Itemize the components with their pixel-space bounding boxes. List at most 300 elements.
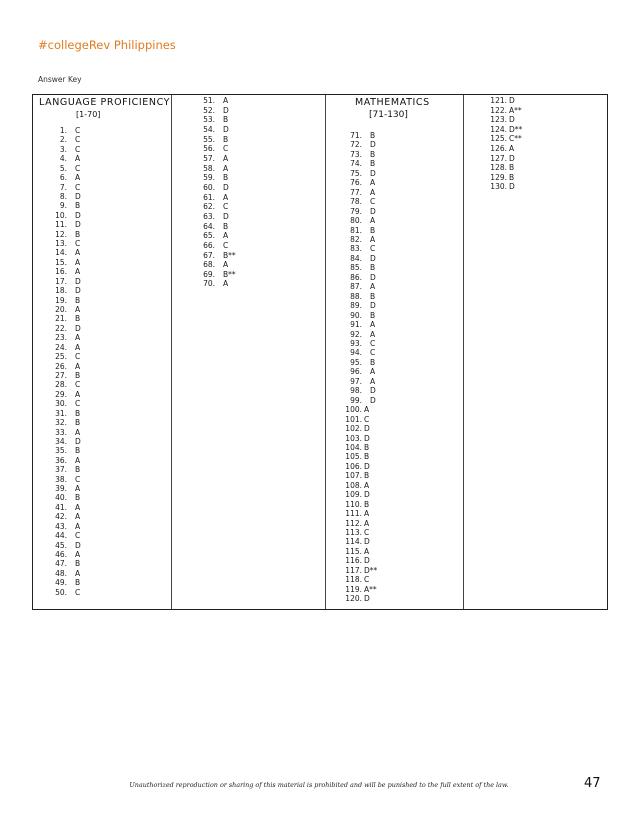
item-number: 28. [55,380,67,390]
item-answer: D [223,105,229,115]
item-answer: B [75,201,81,211]
item-answer: C** [509,134,522,144]
answer-item [342,188,377,197]
item-number: 97. [350,376,362,386]
item-answer: D [75,191,81,201]
item-number: 127. [490,153,507,163]
item-answer: B [75,578,81,588]
item-number: 80. [350,216,362,226]
item-number: 83. [350,244,362,254]
answer-item [199,270,236,280]
answer-item [342,254,377,263]
answer-item [342,131,377,140]
item-answer: A [75,512,81,522]
item-answer: A** [364,584,377,594]
answer-item [53,362,81,371]
item-number: 45. [55,540,67,550]
item-answer: A [364,509,370,519]
answer-item [342,330,377,339]
item-answer: D** [509,124,523,134]
answer-key-table [32,94,608,610]
item-number: 89. [350,301,362,311]
answer-item [342,197,377,206]
item-number: 65. [203,231,215,241]
page-number: 47 [584,776,601,791]
item-number: 85. [350,263,362,273]
answer-item [342,226,377,235]
item-number: 61. [203,192,215,202]
answer-item [53,201,81,210]
item-number: 42. [55,512,67,522]
item-number: 120. [345,594,362,604]
item-number: 78. [350,197,362,207]
item-number: 9. [59,201,67,211]
answer-item [53,277,81,286]
language-section-range: [1-70] [76,110,101,119]
item-number: 66. [203,240,215,250]
answer-item [342,367,377,376]
answer-item [53,305,81,314]
item-answer: D [364,556,370,566]
answer-item [342,547,377,556]
item-answer: B [364,499,370,509]
item-number: 91. [350,320,362,330]
answer-item [53,248,81,257]
item-number: 5. [59,163,67,173]
answer-column-3 [342,131,377,604]
item-number: 70. [203,279,215,289]
item-number: 1. [59,126,67,135]
item-answer: B [370,357,376,367]
item-answer: D [75,220,81,230]
item-answer: D [509,182,515,192]
item-answer: A [364,518,370,528]
item-answer: B [75,295,81,305]
answer-column-4 [487,96,522,192]
answer-item [199,212,236,222]
answer-item [342,509,377,518]
answer-item [342,320,377,329]
item-answer: B [223,134,229,144]
item-number: 113. [345,528,362,538]
item-answer: B [509,163,515,173]
item-answer: A [75,342,81,352]
column-divider [171,95,172,609]
item-answer: A [223,260,229,270]
item-number: 69. [203,269,215,279]
answer-item [53,409,81,418]
answer-item [199,260,236,270]
answer-item [487,173,522,183]
item-number: 7. [59,182,67,192]
item-number: 108. [345,480,362,490]
item-number: 122. [490,105,507,115]
item-answer: A [370,329,376,339]
item-answer: B [75,314,81,324]
answer-item [53,569,81,578]
item-number: 100. [345,405,362,415]
item-number: 115. [345,546,362,556]
item-number: 32. [55,418,67,428]
answer-item [53,154,81,163]
answer-item [53,465,81,474]
item-answer: D [364,461,370,471]
item-number: 118. [345,575,362,585]
item-number: 109. [345,490,362,500]
item-number: 55. [203,134,215,144]
answer-item [342,434,377,443]
item-answer: A [364,480,370,490]
item-number: 20. [55,305,67,315]
answer-item [53,522,81,531]
item-number: 44. [55,531,67,541]
item-answer: A [509,143,515,153]
item-number: 59. [203,173,215,183]
item-number: 34. [55,436,67,446]
answer-item [53,145,81,154]
answer-item [342,471,377,480]
answer-item [342,452,377,461]
item-answer: C [75,531,81,541]
item-answer: D [75,210,81,220]
answer-item [53,503,81,512]
item-number: 63. [203,211,215,221]
language-section-title: LANGUAGE PROFICIENCY [39,97,171,108]
item-answer: B [364,471,370,481]
answer-item [342,386,377,395]
item-number: 36. [55,455,67,465]
item-answer: A [370,234,376,244]
item-answer: A [370,376,376,386]
item-answer: B [223,173,229,183]
item-number: 49. [55,578,67,588]
item-answer: D [364,433,370,443]
item-answer: C [223,202,229,212]
item-number: 88. [350,291,362,301]
item-number: 71. [350,131,362,140]
answer-item [342,462,377,471]
answer-item [53,446,81,455]
answer-item [487,154,522,164]
item-number: 76. [350,178,362,188]
answer-item [53,314,81,323]
answer-item [53,493,81,502]
answer-item [53,324,81,333]
item-answer: D [370,140,376,150]
item-answer: D [364,537,370,547]
item-number: 10. [55,210,67,220]
answer-item [487,144,522,154]
item-number: 87. [350,282,362,292]
answer-item [342,207,377,216]
answer-item [53,428,81,437]
answer-item [199,183,236,193]
answer-item [487,182,522,192]
answer-item [199,173,236,183]
item-number: 72. [350,140,362,150]
answer-item [199,96,236,106]
answer-item [487,106,522,116]
item-answer: A [370,216,376,226]
answer-item [342,140,377,149]
answer-item [53,296,81,305]
item-number: 126. [490,143,507,153]
answer-item [53,531,81,540]
item-answer: B [75,418,81,428]
answer-item [342,311,377,320]
answer-item [487,125,522,135]
item-answer: B [509,172,515,182]
answer-item [53,380,81,389]
item-answer: D [370,301,376,311]
item-answer: B [370,159,376,169]
item-answer: D [75,436,81,446]
answer-item [53,192,81,201]
item-number: 24. [55,342,67,352]
item-number: 8. [59,191,67,201]
item-number: 68. [203,260,215,270]
answer-item [53,220,81,229]
answer-item [53,475,81,484]
answer-item [199,279,236,289]
item-number: 119. [345,584,362,594]
item-answer: C [75,352,81,362]
item-answer: D [75,286,81,296]
answer-item [342,339,377,348]
item-number: 54. [203,124,215,134]
answer-item [199,164,236,174]
answer-item [342,159,377,168]
item-number: 96. [350,367,362,377]
item-answer: A [75,389,81,399]
item-answer: D [364,594,370,604]
answer-column-2 [199,96,236,289]
item-answer: A [364,405,370,415]
answer-item [53,456,81,465]
item-number: 27. [55,370,67,380]
item-answer: C [364,528,370,538]
item-answer: A [75,455,81,465]
answer-item [53,371,81,380]
item-answer: C [75,144,81,154]
item-answer: A [370,320,376,330]
answer-item [342,537,377,546]
answer-item [342,377,377,386]
item-answer: A [223,279,229,289]
item-number: 124. [490,124,507,134]
item-number: 110. [345,499,362,509]
item-answer: B [364,452,370,462]
item-number: 31. [55,408,67,418]
item-number: 43. [55,521,67,531]
item-number: 128. [490,163,507,173]
item-number: 93. [350,338,362,348]
answer-item [199,222,236,232]
answer-item [487,163,522,173]
item-answer: C [75,399,81,409]
item-number: 57. [203,153,215,163]
item-answer: D [370,253,376,263]
item-answer: C [75,380,81,390]
item-number: 81. [350,225,362,235]
answer-item [342,235,377,244]
answer-item [342,169,377,178]
item-answer: A [75,549,81,559]
answer-item [199,106,236,116]
item-answer: A [223,96,229,105]
item-answer: C [223,240,229,250]
answer-item [342,216,377,225]
item-answer: C [364,575,370,585]
item-answer: A [223,192,229,202]
item-answer: B [370,131,376,140]
item-number: 56. [203,144,215,154]
item-number: 16. [55,267,67,277]
item-number: 106. [345,461,362,471]
math-section-range: [71-130] [369,110,408,120]
item-number: 95. [350,357,362,367]
answer-item [199,202,236,212]
answer-item [199,154,236,164]
item-number: 67. [203,250,215,260]
item-answer: C [223,144,229,154]
column-divider [463,95,464,609]
item-answer: A [75,521,81,531]
item-answer: C [370,197,376,207]
item-answer: A [75,248,81,258]
answer-column-1 [53,126,81,597]
answer-item [342,405,377,414]
item-answer: B [75,408,81,418]
answer-item [53,333,81,342]
item-number: 3. [59,144,67,154]
item-answer: C [75,163,81,173]
item-answer: D [370,168,376,178]
item-number: 52. [203,105,215,115]
item-answer: C [370,338,376,348]
answer-item [487,96,522,106]
item-answer: A [75,305,81,315]
answer-item [342,150,377,159]
answer-item [342,500,377,509]
item-number: 75. [350,168,362,178]
answer-item [342,273,377,282]
answer-item [342,358,377,367]
item-answer: D** [364,565,378,575]
item-number: 35. [55,446,67,456]
item-number: 30. [55,399,67,409]
answer-item [53,578,81,587]
answer-item [342,490,377,499]
item-answer: A [370,178,376,188]
item-number: 47. [55,559,67,569]
answer-item [53,399,81,408]
answer-item [342,396,377,405]
math-section-title: MATHEMATICS [355,97,430,108]
item-number: 22. [55,323,67,333]
item-number: 39. [55,484,67,494]
answer-item [342,519,377,528]
item-answer: B [75,446,81,456]
item-number: 103. [345,433,362,443]
answer-item [53,512,81,521]
item-answer: B [370,291,376,301]
item-number: 98. [350,386,362,396]
item-number: 121. [490,96,507,105]
item-answer: D [75,323,81,333]
answer-item [342,556,377,565]
item-answer: D [370,206,376,216]
answer-item [342,244,377,253]
item-number: 99. [350,395,362,405]
answer-item [199,251,236,261]
answer-item [342,443,377,452]
item-answer: C [370,244,376,254]
answer-item [342,263,377,272]
item-answer: D [370,395,376,405]
item-answer: B [75,229,81,239]
item-number: 37. [55,465,67,475]
item-number: 104. [345,442,362,452]
answer-item [199,125,236,135]
item-answer: B** [223,269,236,279]
item-number: 60. [203,182,215,192]
answer-item [53,173,81,182]
item-number: 114. [345,537,362,547]
item-answer: A [75,267,81,277]
item-number: 64. [203,221,215,231]
item-number: 19. [55,295,67,305]
item-number: 92. [350,329,362,339]
item-answer: B [75,559,81,569]
answer-item [199,241,236,251]
item-answer: D [223,124,229,134]
item-answer: B [364,442,370,452]
item-number: 26. [55,361,67,371]
item-answer: D [370,386,376,396]
item-number: 84. [350,253,362,263]
item-answer: D [223,182,229,192]
item-number: 123. [490,115,507,125]
answer-item [53,258,81,267]
item-number: 6. [59,173,67,183]
item-answer: A [223,231,229,241]
answer-item [199,193,236,203]
answer-item [53,588,81,597]
answer-item [53,343,81,352]
answer-item [53,484,81,493]
item-number: 51. [203,96,215,105]
item-answer: A [75,502,81,512]
item-number: 74. [350,159,362,169]
item-answer: A [370,367,376,377]
item-number: 11. [55,220,67,230]
item-number: 29. [55,389,67,399]
item-answer: A [75,427,81,437]
answer-item [342,348,377,357]
item-answer: C [75,239,81,249]
item-number: 107. [345,471,362,481]
answer-item [487,134,522,144]
answer-item [53,267,81,276]
answer-item [342,594,377,603]
answer-key-label: Answer Key [38,75,82,84]
answer-item [53,286,81,295]
item-answer: A [370,187,376,197]
item-answer: B [370,310,376,320]
item-answer: A [370,282,376,292]
answer-item [53,352,81,361]
